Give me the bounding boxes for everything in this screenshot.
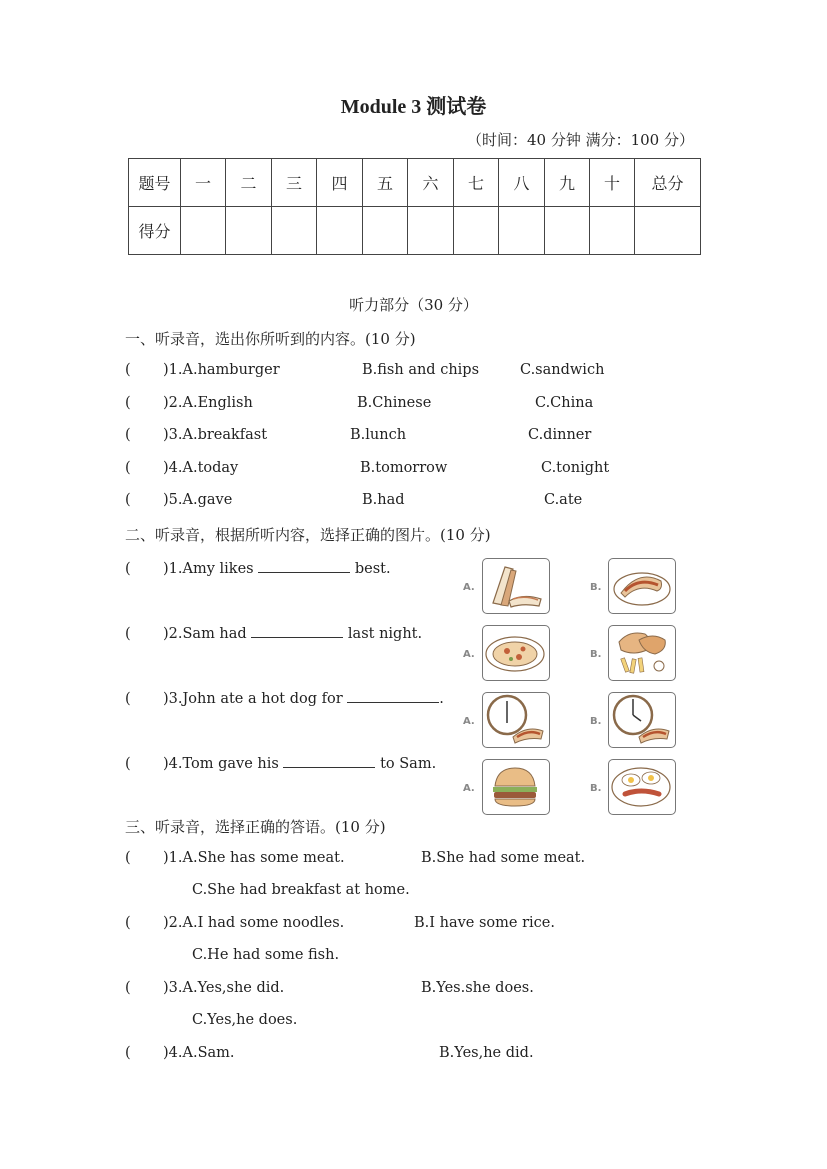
part1-question-3 <box>125 427 267 443</box>
option-c: C.sandwich <box>520 362 605 378</box>
breakfast-plate-icon[interactable] <box>608 759 676 815</box>
option-b-label: B. <box>590 649 602 660</box>
score-cell-total[interactable] <box>635 207 701 255</box>
hamburger-icon[interactable] <box>482 759 550 815</box>
answer-paren[interactable]: ( <box>125 395 131 411</box>
question-text: )2.A.I had some noodles. <box>163 915 345 931</box>
question-text: )2.A.English <box>163 395 253 411</box>
option-b: B.tomorrow <box>360 460 448 476</box>
option-c: C.He had some fish. <box>192 947 340 963</box>
score-cell[interactable] <box>181 207 226 255</box>
answer-paren[interactable]: ( <box>125 427 131 443</box>
score-table-row-label: 得分 <box>129 207 181 255</box>
score-column-1: 一 <box>181 159 226 207</box>
question-text: )4.A.today <box>163 460 239 476</box>
score-table-row-label: 题号 <box>129 159 181 207</box>
option-b: B.Yes.she does. <box>421 980 534 996</box>
part2-question-1 <box>125 558 391 577</box>
option-b: B.had <box>362 492 405 508</box>
part1-question-5 <box>125 492 232 508</box>
hotdog-icon[interactable] <box>608 558 676 614</box>
question-text-end: last night. <box>343 626 423 642</box>
score-column-total: 总分 <box>635 159 701 207</box>
question-text: )3.A.Yes,she did. <box>163 980 285 996</box>
option-c: C.China <box>535 395 594 411</box>
option-c: C.She had breakfast at home. <box>192 882 410 898</box>
answer-paren[interactable]: ( <box>125 1045 131 1061</box>
chicken-chips-icon[interactable] <box>608 625 676 681</box>
pizza-icon[interactable] <box>482 625 550 681</box>
question-text-end: . <box>439 691 444 707</box>
answer-paren[interactable]: ( <box>125 460 131 476</box>
part3-heading: 三、听录音，选择正确的答语。(10 分) <box>125 818 386 836</box>
option-c: C.ate <box>544 492 583 508</box>
question-text: )5.A.gave <box>163 492 233 508</box>
score-column-9: 九 <box>545 159 590 207</box>
score-table-header-row <box>129 159 701 207</box>
question-text: )1.A.She has some meat. <box>163 850 345 866</box>
answer-paren[interactable]: ( <box>125 626 131 642</box>
score-table <box>128 158 701 255</box>
part3-question-4 <box>125 1045 235 1061</box>
option-b: B.Chinese <box>357 395 432 411</box>
part2-heading: 二、听录音，根据所听内容，选择正确的图片。(10 分) <box>125 526 491 544</box>
option-a-label: A. <box>463 582 475 593</box>
option-b: B.She had some meat. <box>421 850 586 866</box>
score-column-7: 七 <box>454 159 499 207</box>
part3-question-1 <box>125 850 345 866</box>
listening-section-title: 听力部分（30 分） <box>349 296 478 314</box>
answer-paren[interactable]: ( <box>125 850 131 866</box>
answer-paren[interactable]: ( <box>125 691 131 707</box>
part2-question-4 <box>125 753 436 772</box>
score-cell[interactable] <box>590 207 635 255</box>
option-a-label: A. <box>463 783 475 794</box>
answer-blank[interactable] <box>347 688 439 703</box>
page-title: Module 3 测试卷 <box>340 96 487 118</box>
option-b: B.Yes,he did. <box>439 1045 534 1061</box>
time-info: （时间：40 分钟 满分：100 分） <box>466 131 694 149</box>
score-cell[interactable] <box>363 207 408 255</box>
sandwich-icon[interactable] <box>482 558 550 614</box>
part3-question-2 <box>125 915 344 931</box>
score-column-10: 十 <box>590 159 635 207</box>
score-column-6: 六 <box>408 159 454 207</box>
option-a-label: A. <box>463 649 475 660</box>
score-cell[interactable] <box>499 207 545 255</box>
score-cell[interactable] <box>454 207 499 255</box>
question-text: )1.Amy likes <box>163 561 259 577</box>
answer-paren[interactable]: ( <box>125 756 131 772</box>
answer-blank[interactable] <box>258 558 350 573</box>
answer-paren[interactable]: ( <box>125 980 131 996</box>
part1-heading: 一、听录音，选出你所听到的内容。(10 分) <box>125 330 416 348</box>
option-b: B.I have some rice. <box>414 915 555 931</box>
answer-paren[interactable]: ( <box>125 561 131 577</box>
option-b-label: B. <box>590 582 602 593</box>
option-b: B.fish and chips <box>362 362 480 378</box>
score-cell[interactable] <box>545 207 590 255</box>
option-b-label: B. <box>590 783 602 794</box>
score-cell[interactable] <box>272 207 317 255</box>
question-text: )2.Sam had <box>163 626 252 642</box>
option-b-label: B. <box>590 716 602 727</box>
question-text: )3.A.breakfast <box>163 427 268 443</box>
score-cell[interactable] <box>317 207 363 255</box>
part1-question-4 <box>125 460 238 476</box>
part3-question-3 <box>125 980 284 996</box>
clock-hotdog-icon[interactable] <box>608 692 676 748</box>
score-column-4: 四 <box>317 159 363 207</box>
answer-paren[interactable]: ( <box>125 915 131 931</box>
option-b: B.lunch <box>350 427 407 443</box>
clock-hotdog-icon[interactable] <box>482 692 550 748</box>
option-c: C.Yes,he does. <box>192 1012 298 1028</box>
score-column-5: 五 <box>363 159 408 207</box>
question-text-end: best. <box>350 561 391 577</box>
part1-question-2 <box>125 395 253 411</box>
option-a-label: A. <box>463 716 475 727</box>
score-column-3: 三 <box>272 159 317 207</box>
answer-paren[interactable]: ( <box>125 362 131 378</box>
score-cell[interactable] <box>226 207 272 255</box>
question-text: )1.A.hamburger <box>163 362 280 378</box>
score-cell[interactable] <box>408 207 454 255</box>
answer-blank[interactable] <box>283 753 375 768</box>
option-c: C.tonight <box>541 460 610 476</box>
part2-question-2 <box>125 623 422 642</box>
question-text: )4.A.Sam. <box>163 1045 235 1061</box>
answer-blank[interactable] <box>251 623 343 638</box>
part1-question-1 <box>125 362 280 378</box>
part2-question-3 <box>125 688 444 707</box>
question-text: )3.John ate a hot dog for <box>163 691 348 707</box>
option-c: C.dinner <box>528 427 592 443</box>
score-column-8: 八 <box>499 159 545 207</box>
question-text-end: to Sam. <box>375 756 437 772</box>
score-column-2: 二 <box>226 159 272 207</box>
question-text: )4.Tom gave his <box>163 756 284 772</box>
score-table-score-row <box>129 207 701 255</box>
answer-paren[interactable]: ( <box>125 492 131 508</box>
